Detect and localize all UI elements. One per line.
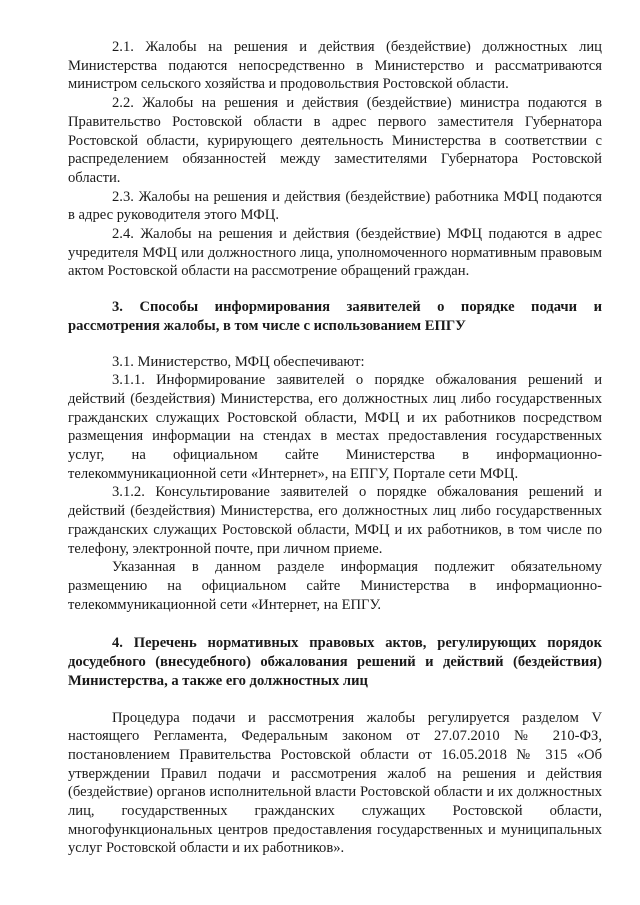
- paragraph-3-1-1: 3.1.1. Информирование заявителей о порядке обжалования решений и действий (бездействия) Министерства, его должностных лиц либо государственных гражданских служащих Ростовской области, МФЦ и их работников посредством размещения информации на стендах в местах предоставления государственных услуг, на официальном сайте Министерства в информационно-телекоммуникационной сети «Интернет», на ЕПГУ, Портале сети МФЦ.: [68, 372, 602, 482]
- spacer: [68, 691, 602, 709]
- section-3-heading: 3. Способы информирования заявителей о порядке подачи и рассмотрения жалобы, в том числе с использованием ЕПГУ: [68, 299, 602, 334]
- spacer: [68, 281, 602, 298]
- spacer: [68, 336, 602, 353]
- paragraph-2-4: 2.4. Жалобы на решения и действия (бездействие) МФЦ подаются в адрес учредителя МФЦ или должностного лица, уполномоченного нормативным правовым актом Ростовской области на рассмотрение обращений граждан.: [68, 226, 602, 280]
- paragraph-3-note: Указанная в данном разделе информация подлежит обязательному размещению на официальном сайте Министерства в информационно-телекоммуникационной сети «Интернет, на ЕПГУ.: [68, 559, 602, 613]
- paragraph-3-1-2: 3.1.2. Консультирование заявителей о порядке обжалования решений и действий (бездействия) Министерства, его должностных лиц либо государственных гражданских служащих Ростовской области, МФЦ и их работников, в том числе по телефону, электронной почте, при личном приеме.: [68, 484, 602, 557]
- paragraph-3-1: 3.1. Министерство, МФЦ обеспечивают:: [112, 353, 365, 370]
- paragraph-2-2: 2.2. Жалобы на решения и действия (бездействие) министра подаются в Правительство Ростовской области в адрес первого заместителя Губернатора Ростовской области, курирующего деятельность Министерства в соответствии с распределением обязанностей между заместителями Губернатора Ростовской области.: [68, 95, 602, 186]
- section-4-heading: 4. Перечень нормативных правовых актов, регулирующих порядок досудебного (внесудебного) обжалования решений и действий (бездействия) Министерства, а также его должностных лиц: [68, 635, 602, 689]
- paragraph-2-1: 2.1. Жалобы на решения и действия (бездействие) должностных лиц Министерства подаются непосредственно в Министерство и рассматриваются министром сельского хозяйства и продовольствия Ростовской области.: [68, 39, 602, 93]
- spacer: [68, 614, 602, 634]
- paragraph-2-3: 2.3. Жалобы на решения и действия (бездействие) работника МФЦ подаются в адрес руководителя этого МФЦ.: [68, 188, 602, 224]
- paragraph-4: Процедура подачи и рассмотрения жалобы регулируется разделом V настоящего Регламента, Федеральным законом от 27.07.2010 № 210-ФЗ, постановлением Правительства Ростовской области от 16.05.2018 № 315 «Об утверждении Правил подачи и рассмотрения жалоб на решения и действия (бездействие) органов исполнительной власти Ростовской области и их должностных лиц, государственных гражданских служащих Ростовской области, многофункциональных центров предоставления государственных и муниципальных услуг Ростовской области и их работников».: [68, 709, 602, 857]
